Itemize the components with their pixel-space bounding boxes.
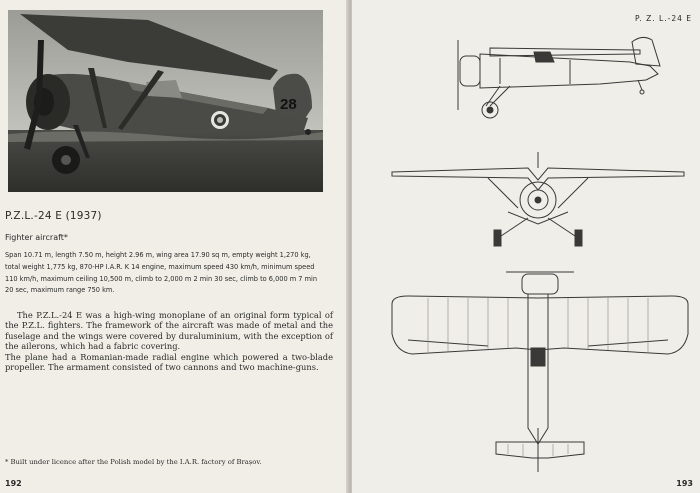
running-header: P. Z. L.-24 E xyxy=(635,14,692,23)
specifications: Span 10.71 m, length 7.50 m, height 2.96 m, wing area 17.90 sq m, empty weight 1,270 kg, total weight 1,775 kg, 870-HP I.A.R. K 14 engine, maximum speed 430 km/h, minimum speed 110 km/h, maximum ceiling 10,500 m, climb to 2,000 m 2 min 30 sec, climb to 6,000 m 7 min 20 sec, maximum range 750 km. xyxy=(5,251,317,295)
description-paragraph-1: The P.Z.L.-24 E was a high-wing monoplane of an original form typical of the P.Z.L. fighters. The framework of the aircraft was made of metal and the fuselage and the wings were covered by duraluminium, with the exception of the ailerons, which had a fabric covering. xyxy=(5,310,333,352)
top-view-drawing xyxy=(388,268,692,472)
description-paragraph-2: The plane had a Romanian-made radial engine which powered a two-blade propeller. The armament consisted of two cannons and two machine-guns. xyxy=(5,351,333,373)
aircraft-photo-image xyxy=(8,10,323,192)
page-number-left: 192 xyxy=(5,479,22,488)
aircraft-subtitle: Fighter aircraft* xyxy=(5,233,68,242)
aircraft-photo xyxy=(8,10,323,192)
footnote: * Built under licence after the Polish model by the I.A.R. factory of Brașov. xyxy=(5,458,262,466)
front-view-drawing xyxy=(388,150,688,250)
aircraft-number: 28 xyxy=(280,96,297,113)
page-number-right: 193 xyxy=(676,479,693,488)
right-page xyxy=(352,0,700,493)
side-view-drawing xyxy=(450,30,670,126)
aircraft-title: P.Z.L.-24 E (1937) xyxy=(5,210,102,222)
description xyxy=(5,310,333,372)
